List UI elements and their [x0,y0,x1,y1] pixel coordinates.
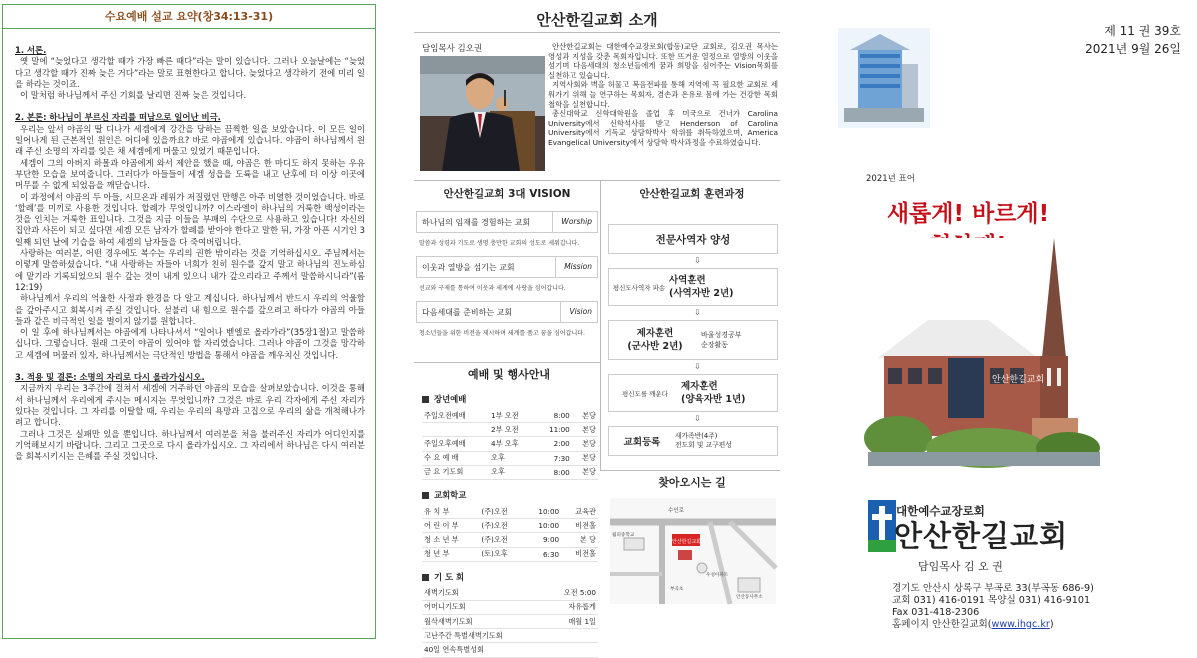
step-side: 평신도사역자 파송 [612,283,666,292]
step-side: 평신도를 깨운다 [621,389,669,398]
denomination: 대한예수교장로회 [896,504,985,518]
step-sub: (양육자반 1년) [681,394,746,405]
intro-text [548,42,778,148]
table-row: 고난주간 특별새벽기도회 [422,629,598,643]
vision-label: 하나님의 임재를 경험하는 교회 [422,217,531,227]
paragraph: 총신대학교 신학대학원을 졸업 후 미국으로 건너가 Carolina University에서 신학석사를 받고 Henderson of Carolina University에서 기독교 상담학박사 학위를 취득하였으며, America Evangelical University에서 상담학 박사과정을 수료하였습니다. [548,109,778,147]
sermon-section-conclusion [15,372,365,462]
paragraph: 이 말처럼 하나님께서 주신 기회를 날리면 진짜 늦은 것입니다. [20,90,247,101]
step-main: 사역훈련 [669,275,706,286]
square-bullet-icon [422,574,429,581]
paragraph: 하나님께서 우리의 억울한 사정과 환경을 다 알고 계십니다. 하나님께서 반드시 우리의 억울함을 갚아주시고 회복시켜 주실 것입니다. 섣불리 내 힘으로 원수를 갚으려고 하다가 야곱의 아들들과 같은 비극적인 일을 벌이지 않기를 원합니다. [15,293,365,326]
vision-en: Vision [560,301,592,323]
step-sub: (군사반 2년) [627,341,683,352]
vision-item-vision [416,301,598,323]
table-row: 주일오전예배 1부 오전 8:00 본당 [422,409,598,423]
contact-info [892,583,1094,631]
group-heading: 교회학교 [416,489,602,501]
map-label: 안산한길교회 [672,539,701,545]
route-map [610,498,776,604]
issue-number: 제 11 권 39호 [1104,24,1181,38]
homepage: 홈페이지 안산한길교회(www.ihgc.kr) [892,619,1054,630]
paragraph: 우리는 앞서 야곱의 딸 디나가 세겜에게 강간을 당하는 끔찍한 일을 보았습니다. 이 모든 일이 일어나게 된 근본적인 원인은 어디에 있을까요? 바로 야곱에게 있습니다. 야곱이 하나님께서 원래 주신 소명의 자리를 잊은 채 세겜에게 머물고 있었기 때문입니다. [15,123,365,157]
paragraph: 이 일 후에 하나님께서는 야곱에게 나타나셔서 “일어나 벧엘로 올라가라”(35장1절)고 말씀하십니다. 그렇습니다. 원래 그곳이 야곱이 있어야 할 자리였습니다. 그러나 야곱이 그것을 망각하고 세겜에 머물러 있자, 하나님께서는 극단적인 방법을 통해서 야곱을 깨우치신 것입니다. [15,327,365,360]
church-building-image [868,238,1100,466]
adult-worship-table [422,409,598,480]
paragraph: 지역사회와 벽을 허물고 복음전파를 통해 지역에 꼭 필요한 교회로 세워가기 위해 늘 연구하는 목회자, 겸손과 온유로 몸에 가는 건강한 목회철학을 실천합니다. [548,80,778,109]
sermon-title: 수요예배 설교 요약(창34:13-31) [3,5,375,29]
map-label: 수인로 [668,508,684,514]
square-bullet-icon [422,396,429,403]
church-name: 안산한길교회 [894,519,1069,553]
paragraph: 안산한길교회는 대한예수교장로회(합동)교단 교회로, 김오권 목사는 영성과 지성을 갖춘 목회자입니다. 또한 뜨거운 열정으로 열방의 이웃을 섬기며 다음세대의 청소년들에게 꿈과 희망을 심어주는 Vision목회를 실천하고 있습니다. [548,42,778,80]
section-heading: 3. 적용 및 결론: 소명의 자리로 다시 올라가십시오. [15,372,205,383]
fax: Fax 031-418-2306 [892,607,980,618]
table-row: 새벽기도회 오전 5:00 [422,587,598,601]
down-arrow-icon: ⇩ [694,308,701,317]
intro-title: 안산한길교회 소개 [414,0,780,33]
vision-item-worship [416,211,598,233]
step-main: 제자훈련 [681,381,718,392]
training-title: 안산한길교회 훈련과정 [639,188,745,200]
step-main: 교회등록 [623,437,661,448]
training-step-register [608,426,778,456]
step-side: 새가족반(4주) [675,432,718,440]
step-side: 순장활동 [701,341,729,349]
vision-section [416,186,598,360]
pastor-name: 담임목사 김 오 권 [918,560,1003,573]
prayer-table [422,587,598,658]
church-logo-icon [868,500,896,552]
sermon-body [3,29,375,462]
phone: 교회 031) 416-0191 목양실 031) 416-9101 [892,595,1091,606]
paragraph: 옛 말에 “늦었다고 생각할 때가 가장 빠른 때다”라는 말이 있습니다. 그러나 오늘날에는 “늦었다고 생각할 때가 진짜 늦은 거다”라는 말로 표현한다고 합니다. 늦었다고 생각하기 전에 미리 일을 하라는 것이죠. [15,56,365,89]
down-arrow-icon: ⇩ [694,414,701,423]
training-step-ministry [608,268,778,306]
section-heading: 2. 본론: 하나님이 부르신 자리를 떠남으로 일어난 비극. [15,112,221,123]
intro-panel [414,0,780,655]
pastor-photo [420,56,545,171]
school-table [422,505,598,562]
sermon-section-main [15,112,365,361]
table-row: 청 소 년 부 (주)오전 9:00 본 당 [422,533,598,547]
training-step-specialist: 전문사역자 양성 [608,224,778,254]
map-label: 안산동사무소 [736,595,763,600]
homepage-link[interactable]: www.ihgc.kr [991,619,1050,630]
down-arrow-icon: ⇩ [694,256,701,265]
paragraph: 이 과정에서 야곱의 두 아들, 시므온과 레위가 저질렀던 만행은 아주 비열한 것이었습니다. 바로 ‘할례’를 미끼로 사용한 것입니다. 할례가 무엇입니까? 이스라엘이 하나님의 거룩한 백성이라는 것을 인치는 거룩한 표입니다. 그것을 지금 이들을 부패의 수단으로 사용하고 있습니다! 자신의 집안과 사돈이 되고 싶다면 세겜 모든 남자가 할례를 받아야 한다고 말한 뒤, 가장 아픈 시기인 3일째 되던 날에 기습을 하여 세겜의 남자들을 다 죽여버립니다. [15,191,365,247]
table-row: 2부 오전 11:00 본당 [422,423,598,437]
vision-label: 이웃과 열방을 섬기는 교회 [422,262,515,272]
map-label: 우성아파트 [706,573,729,578]
vision-label: 다음세대를 준비하는 교회 [422,307,513,317]
address: 경기도 안산시 상록구 부곡로 33(부곡동 686-9) [892,583,1094,594]
table-row: 청 년 부 (토)오후 6:30 비전홀 [422,547,598,561]
vision-desc: 청소년들을 위한 비전을 제시하며 세계를 품고 꿈을 심어갑니다. [419,330,585,337]
issue-date: 2021년 9월 26일 [1085,42,1181,56]
group-heading: 장년예배 [416,393,602,405]
paragraph: 지금까지 우리는 3주간에 걸쳐서 세겜에 거주하던 야곱의 모습을 살펴보았습니다. 이것을 통해서 하나님께서 우리에게 주시는 메시지는 무엇입니까? 그것은 바로 우리 각자에게 주신 자리가 있다는 것입니다. 그 자리를 이탈할 때, 우리는 우리의 욕망과 고집으로 우리의 삶을 개척해나가려고 합니다. [15,383,365,428]
training-step-disciple [608,374,778,412]
table-row: 어 린 이 부 (주)오전 10:00 비전홀 [422,519,598,533]
vision-en: Mission [555,256,592,278]
issue-info [1085,22,1181,58]
sermon-panel [2,4,376,639]
table-row: 주일오후예배 4부 오후 2:00 본당 [422,437,598,451]
vision-desc: 선교와 구제를 통하여 이웃과 세계에 사랑을 심어갑니다. [419,285,566,292]
training-section [604,186,780,466]
cover-panel [808,0,1197,641]
square-bullet-icon [422,492,429,499]
worship-title: 예배 및 행사안내 [467,368,551,381]
vision-item-mission [416,256,598,278]
route-section [604,474,780,600]
paragraph: 사랑하는 여러분, 어떤 경우에도 복수는 우리의 권한 밖이라는 것을 기억하십시오. 주님께서는 이렇게 말씀하셨습니다. “내 사랑하는 자들아 너희가 친히 원수를 갚지 말고 하나님의 진노하심에 맡기라 기록되었으되 원수 갚는 것이 내게 있으니 내가 갚으리라고 주께서 말씀하시니라”(롬12:19) [15,248,365,292]
vision-en: Worship [552,211,592,233]
paragraph: 그러나 그것은 실패만 있을 뿐입니다. 하나님께서 여러분을 처음 불러주신 자리가 어디인지를 기억해보시기 바랍니다. 그리고 그곳으로 다시 올라가십시오. 그 자리에서 하나님은 다시 여러분을 회복시키시는 은혜를 주실 것입니다. [15,428,365,462]
sermon-section-intro [15,45,365,101]
paragraph: 세겜이 그의 아버지 하몰과 야곱에게 와서 제안을 했을 때, 야곱은 한 마디도 하지 못하는 우유부단한 모습을 보여줍니다. 그러다가 아들들이 세겜 성읍을 도륙을 내고 난후에 더 이상 이곳에 머무를 수 없게 되었음을 깨닫습니다. [15,157,365,191]
section-heading: 1. 서론. [15,45,47,55]
table-row: 유 치 부 (주)오전 10:00 교육관 [422,505,598,519]
step-main: 제자훈련 [636,328,674,339]
worship-section [416,366,602,658]
pastor-label: 담임목사 김오권 [422,44,483,54]
table-row: 월삭새벽기도회 매월 1일 [422,615,598,629]
table-row: 수 요 예 배 오후 7:30 본당 [422,451,598,465]
step-side: 전도회 및 교구편성 [675,441,732,449]
table-row: 어머니기도회 자유롭게 [422,600,598,614]
table-row: 40일 연속특별성회 [422,643,598,657]
building-small-image [838,28,930,128]
year-motto-label: 2021년 표어 [866,174,915,184]
motto-line: 새롭게! 바르게! [886,201,1050,227]
map-label: 월피중학교 [612,533,635,538]
building-sign: 안산한길교회 [992,375,1045,385]
map-label: 부곡초 [670,587,684,592]
step-sub: (사역자반 2년) [669,288,734,299]
vision-title: 안산한길교회 3대 VISION [443,188,571,200]
vision-desc: 말씀과 성령과 기도로 생명 충만한 교회의 성도로 세워갑니다. [419,240,580,247]
training-step-soldier [608,320,778,360]
table-row: 금 요 기도회 오후 8:00 본당 [422,465,598,479]
group-heading: 기 도 회 [416,571,602,583]
route-title: 찾아오시는 길 [658,476,726,489]
step-side: 바울성경공부 [701,331,742,339]
down-arrow-icon: ⇩ [694,362,701,371]
